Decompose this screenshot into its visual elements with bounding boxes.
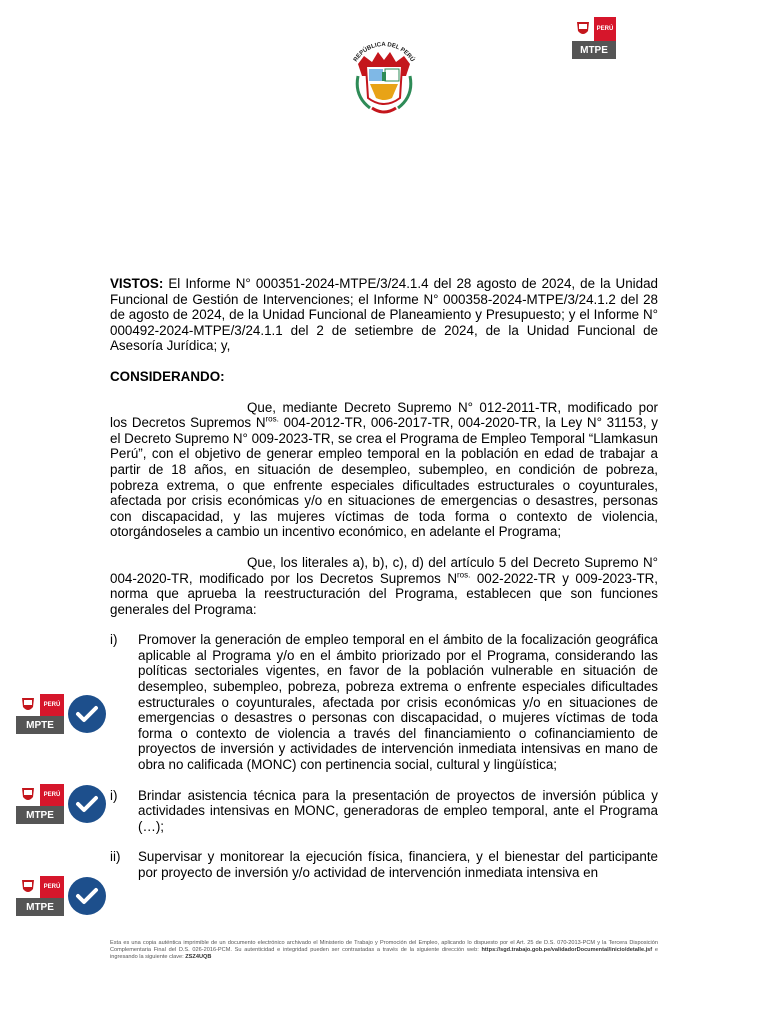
mtpe-logo bbox=[16, 694, 64, 734]
mtpe-logo bbox=[572, 17, 616, 59]
paragraph-1-text-b: 004-2012-TR, 006-2017-TR, 004-2020-TR, la Ley N° 31153, y el Decreto Supremo N° 009-2023-TR, se crea el Programa de Empleo Temporal “Llamkasun Perú”, con el objetivo de generar empleo temporal en la población en edad de trabajar a partir de 18 años, en situación de desempleo, subempleo, en condición de pobreza, pobreza extrema, o que enfrente especiales dificultades estructurales o coyunturales, afectada por crisis económicas y/o en situaciones de emergencias o desastres, personas con discapacidad, y las mujeres víctimas de toda forma o contexto de violencia, otorgándoseles a cambio un incentivo económico, en adelante el Programa; bbox=[110, 415, 658, 540]
peru-shield-icon bbox=[572, 17, 594, 41]
paragraph-2-text-a: Que, los literales a), b), c), d) del artículo 5 del Decreto Supremo N° 004-2020-TR, modificado por los Decretos Supremos N bbox=[110, 554, 658, 586]
org-label: MPTE bbox=[16, 716, 64, 734]
signature-stamp[interactable] bbox=[16, 876, 108, 916]
peru-label: PERÚ bbox=[40, 784, 64, 806]
signature-stamp[interactable] bbox=[16, 784, 108, 824]
paragraph-1-text-a: Que, mediante Decreto Supremo N° 012-2011-TR, modificado por los Decretos Supremos N bbox=[110, 399, 658, 431]
peru-shield-icon bbox=[16, 694, 40, 716]
coat-of-arms-seal bbox=[344, 36, 424, 122]
signature-stamp[interactable] bbox=[16, 694, 108, 734]
list-item bbox=[110, 632, 658, 772]
paragraph-2-sup: ros. bbox=[457, 570, 471, 580]
peru-shield-icon bbox=[16, 784, 40, 806]
footer-text: Esta es una copia auténtica imprimible de un documento electrónico archivado el Ministerio de Trabajo y Promoción del Empleo, aplicando lo dispuesto por el Art. 25 de D.S. 070-2013-PCM y la Tercera Disposición Complementaria Final del D.S. 026-2016-PCM. Su autenticidad e integridad pueden ser contrastadas a través de la siguiente dirección web: bbox=[110, 940, 658, 954]
list-item-text: Supervisar y monitorear la ejecución física, financiera, y el bienestar del participante por proyecto de inversión y/o actividad de intervención inmediata intensiva en bbox=[138, 849, 658, 880]
list-item-text: Promover la generación de empleo temporal en el ámbito de la focalización geográfica aplicable al Programa y/o en el ámbito priorizado por el Programa, considerando las políticas sectoriales vigentes, en favor de la población vulnerable en situación de desempleo, subempleo, pobreza, pobreza extrema o enfrente especiales dificultades estructurales o coyunturales, afectada por crisis económicas y/o en situaciones de emergencias o desastres o personas con discapacidad, o mujeres víctimas de toda forma o contexto de violencia a través del financiamiento o cofinanciamiento de proyectos de inversión y actividades de intervención inmediata intensivas en mano de obra no calificada (MONC) con pertinencia social, cultural y lingüística; bbox=[138, 632, 658, 773]
paragraph-2 bbox=[110, 555, 658, 617]
list-item-text: Brindar asistencia técnica para la presentación de proyectos de inversión pública y actividades intensivas en MONC, generadoras de empleo temporal, ante el Programa (…); bbox=[138, 787, 658, 834]
document-body bbox=[110, 276, 658, 896]
list-marker: ii) bbox=[110, 849, 121, 865]
org-label: MTPE bbox=[16, 806, 64, 824]
peru-label: PERÚ bbox=[40, 876, 64, 898]
considerando-heading: CONSIDERANDO: bbox=[110, 368, 225, 384]
vistos-paragraph bbox=[110, 276, 658, 354]
mtpe-logo bbox=[16, 784, 64, 824]
vistos-label: VISTOS: bbox=[110, 276, 164, 291]
paragraph-1 bbox=[110, 400, 658, 540]
checkmark-icon bbox=[68, 785, 106, 823]
authenticity-footer bbox=[110, 940, 658, 962]
org-label: MTPE bbox=[572, 41, 616, 59]
org-label: MTPE bbox=[16, 898, 64, 916]
list-marker: i) bbox=[110, 787, 118, 803]
peru-label: PERÚ bbox=[594, 17, 616, 41]
mtpe-logo bbox=[16, 876, 64, 916]
validation-url-link[interactable]: https://sgd.trabajo.gob.pe/validadorDocumental/inicio/detalle.jsf bbox=[481, 947, 653, 954]
checkmark-icon bbox=[68, 877, 106, 915]
paragraph-2-text-b: 002-2022-TR y 009-2023-TR, norma que aprueba la reestructuración del Programa, establecen que son funciones generales del Programa: bbox=[110, 570, 659, 617]
vistos-text: El Informe N° 000351-2024-MTPE/3/24.1.4 del 28 agosto de 2024, de la Unidad Funcional de Gestión de Intervenciones; el Informe N° 000358-2024-MTPE/3/24.1.2 del 28 de agosto de 2024, de la Unidad Funcional de Planeamiento y Presupuesto; y el Informe N° 000492-2024-MTPE/3/24.1.1 del 2 de setiembre de 2024, de la Unidad Funcional de Asesoría Jurídica; y, bbox=[110, 276, 658, 354]
validation-key: ZSZ4UQB bbox=[185, 954, 212, 961]
paragraph-1-sup: ros. bbox=[265, 414, 279, 424]
list-item bbox=[110, 849, 658, 880]
list-item bbox=[110, 788, 658, 835]
seal-caption: REPÚBLICA DEL PERÚ bbox=[352, 41, 416, 64]
peru-label: PERÚ bbox=[40, 694, 64, 716]
list-marker: i) bbox=[110, 632, 118, 648]
peru-shield-icon bbox=[16, 876, 40, 898]
footer-text-2: e ingresando la siguiente clave: bbox=[110, 947, 658, 961]
checkmark-icon bbox=[68, 695, 106, 733]
